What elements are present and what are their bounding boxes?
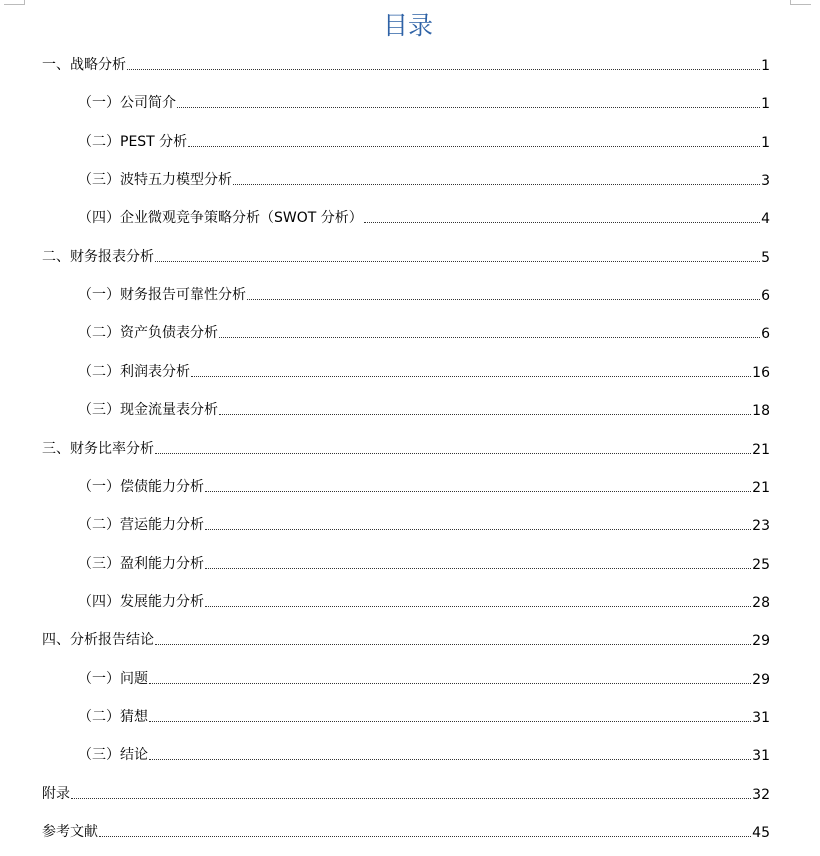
toc-entry-page-number: 21 bbox=[752, 479, 770, 496]
toc-entry-label: （一）问题 bbox=[78, 670, 148, 687]
toc-entry[interactable] bbox=[78, 704, 770, 726]
toc-entry-page-number: 1 bbox=[761, 96, 770, 113]
toc-entry-label: 一、战略分析 bbox=[42, 57, 126, 73]
dot-leader bbox=[233, 184, 760, 185]
toc-entry-page-number: 16 bbox=[752, 364, 770, 381]
toc-entry-page-number: 31 bbox=[752, 709, 770, 726]
toc-entry[interactable] bbox=[78, 320, 770, 342]
toc-entry[interactable] bbox=[42, 627, 770, 649]
toc-entry-label: （三）盈利能力分析 bbox=[78, 555, 204, 572]
dot-leader bbox=[219, 337, 760, 338]
toc-entry[interactable] bbox=[78, 512, 770, 534]
dot-leader bbox=[127, 69, 760, 70]
dot-leader bbox=[247, 299, 760, 300]
dot-leader bbox=[149, 683, 751, 684]
dot-leader bbox=[191, 376, 751, 377]
toc-entry-page-number: 31 bbox=[752, 748, 770, 765]
toc-entry-label: 二、财务报表分析 bbox=[42, 248, 154, 265]
toc-entry-page-number: 4 bbox=[761, 211, 770, 228]
dot-leader bbox=[177, 107, 760, 108]
toc-entry[interactable] bbox=[78, 205, 770, 227]
dot-leader bbox=[155, 644, 751, 645]
toc-entry-page-number: 23 bbox=[752, 518, 770, 535]
toc-entry[interactable] bbox=[78, 551, 770, 573]
toc-entry-label: （三）结论 bbox=[78, 747, 148, 764]
toc-entry[interactable] bbox=[42, 781, 770, 803]
toc-entry[interactable] bbox=[78, 129, 770, 151]
dot-leader bbox=[205, 529, 751, 530]
toc-entry-page-number: 3 bbox=[761, 173, 770, 190]
toc-entry-page-number: 6 bbox=[761, 288, 770, 305]
toc-entry-page-number: 6 bbox=[761, 326, 770, 343]
page-corner-mark-left bbox=[4, 0, 25, 5]
dot-leader bbox=[188, 146, 760, 147]
toc-entry-label: （一）公司简介 bbox=[78, 95, 176, 112]
toc-entry[interactable] bbox=[42, 52, 770, 74]
dot-leader bbox=[149, 721, 751, 722]
dot-leader bbox=[99, 836, 751, 837]
toc-entry-label: （三）现金流量表分析 bbox=[78, 402, 218, 419]
toc-entry-label: （四）企业微观竞争策略分析（SWOT 分析） bbox=[78, 210, 363, 227]
toc-entry-label: （四）发展能力分析 bbox=[78, 593, 204, 610]
toc-entry[interactable] bbox=[78, 359, 770, 381]
toc-entry-page-number: 25 bbox=[752, 556, 770, 573]
dot-leader bbox=[205, 491, 751, 492]
toc-entry-label: （二）PEST 分析 bbox=[78, 133, 188, 150]
toc-entry-page-number: 29 bbox=[752, 671, 770, 688]
toc-entry-page-number: 29 bbox=[752, 633, 770, 650]
toc-entry[interactable] bbox=[78, 397, 770, 419]
toc-entry-page-number: 1 bbox=[761, 134, 770, 151]
toc-entry[interactable] bbox=[42, 819, 770, 841]
toc-entry-page-number: 21 bbox=[752, 441, 770, 458]
dot-leader bbox=[149, 759, 751, 760]
toc-entry-label: 附录 bbox=[42, 785, 70, 802]
toc-entry-label: 参考文献 bbox=[42, 824, 98, 840]
toc-entry[interactable] bbox=[42, 244, 770, 266]
toc-entry[interactable] bbox=[78, 666, 770, 688]
toc-title: 目录 bbox=[382, 11, 433, 40]
toc-entry[interactable] bbox=[78, 282, 770, 304]
dot-leader bbox=[364, 222, 760, 223]
dot-leader bbox=[71, 798, 751, 799]
toc-entry-page-number: 28 bbox=[752, 594, 770, 611]
dot-leader bbox=[205, 606, 751, 607]
toc-entry-label: （三）波特五力模型分析 bbox=[78, 172, 232, 189]
toc-entry-label: 四、分析报告结论 bbox=[42, 632, 154, 649]
toc-entry-label: （一）偿债能力分析 bbox=[78, 478, 204, 495]
toc-entry-label: （一）财务报告可靠性分析 bbox=[78, 287, 246, 304]
toc-entry-page-number: 1 bbox=[761, 58, 770, 74]
dot-leader bbox=[155, 453, 751, 454]
toc-entry[interactable] bbox=[78, 90, 770, 112]
toc-entry[interactable] bbox=[78, 742, 770, 764]
toc-entry[interactable] bbox=[42, 436, 770, 458]
toc-entry-page-number: 18 bbox=[752, 403, 770, 420]
dot-leader bbox=[205, 568, 751, 569]
toc-entry[interactable] bbox=[78, 589, 770, 611]
toc-entry-label: （二）利润表分析 bbox=[78, 363, 190, 380]
toc-entry-label: （二）营运能力分析 bbox=[78, 517, 204, 534]
page-corner-mark-right bbox=[790, 0, 811, 5]
dot-leader bbox=[219, 414, 751, 415]
toc-entry-label: （二）猜想 bbox=[78, 708, 148, 725]
toc-entry[interactable] bbox=[78, 167, 770, 189]
toc-entry-label: 三、财务比率分析 bbox=[42, 440, 154, 457]
dot-leader bbox=[155, 261, 760, 262]
toc-entry-page-number: 32 bbox=[752, 786, 770, 803]
toc-entry-label: （二）资产负债表分析 bbox=[78, 325, 218, 342]
toc-entry[interactable] bbox=[78, 474, 770, 496]
toc-entry-page-number: 45 bbox=[752, 825, 770, 841]
toc-entry-page-number: 5 bbox=[761, 249, 770, 266]
